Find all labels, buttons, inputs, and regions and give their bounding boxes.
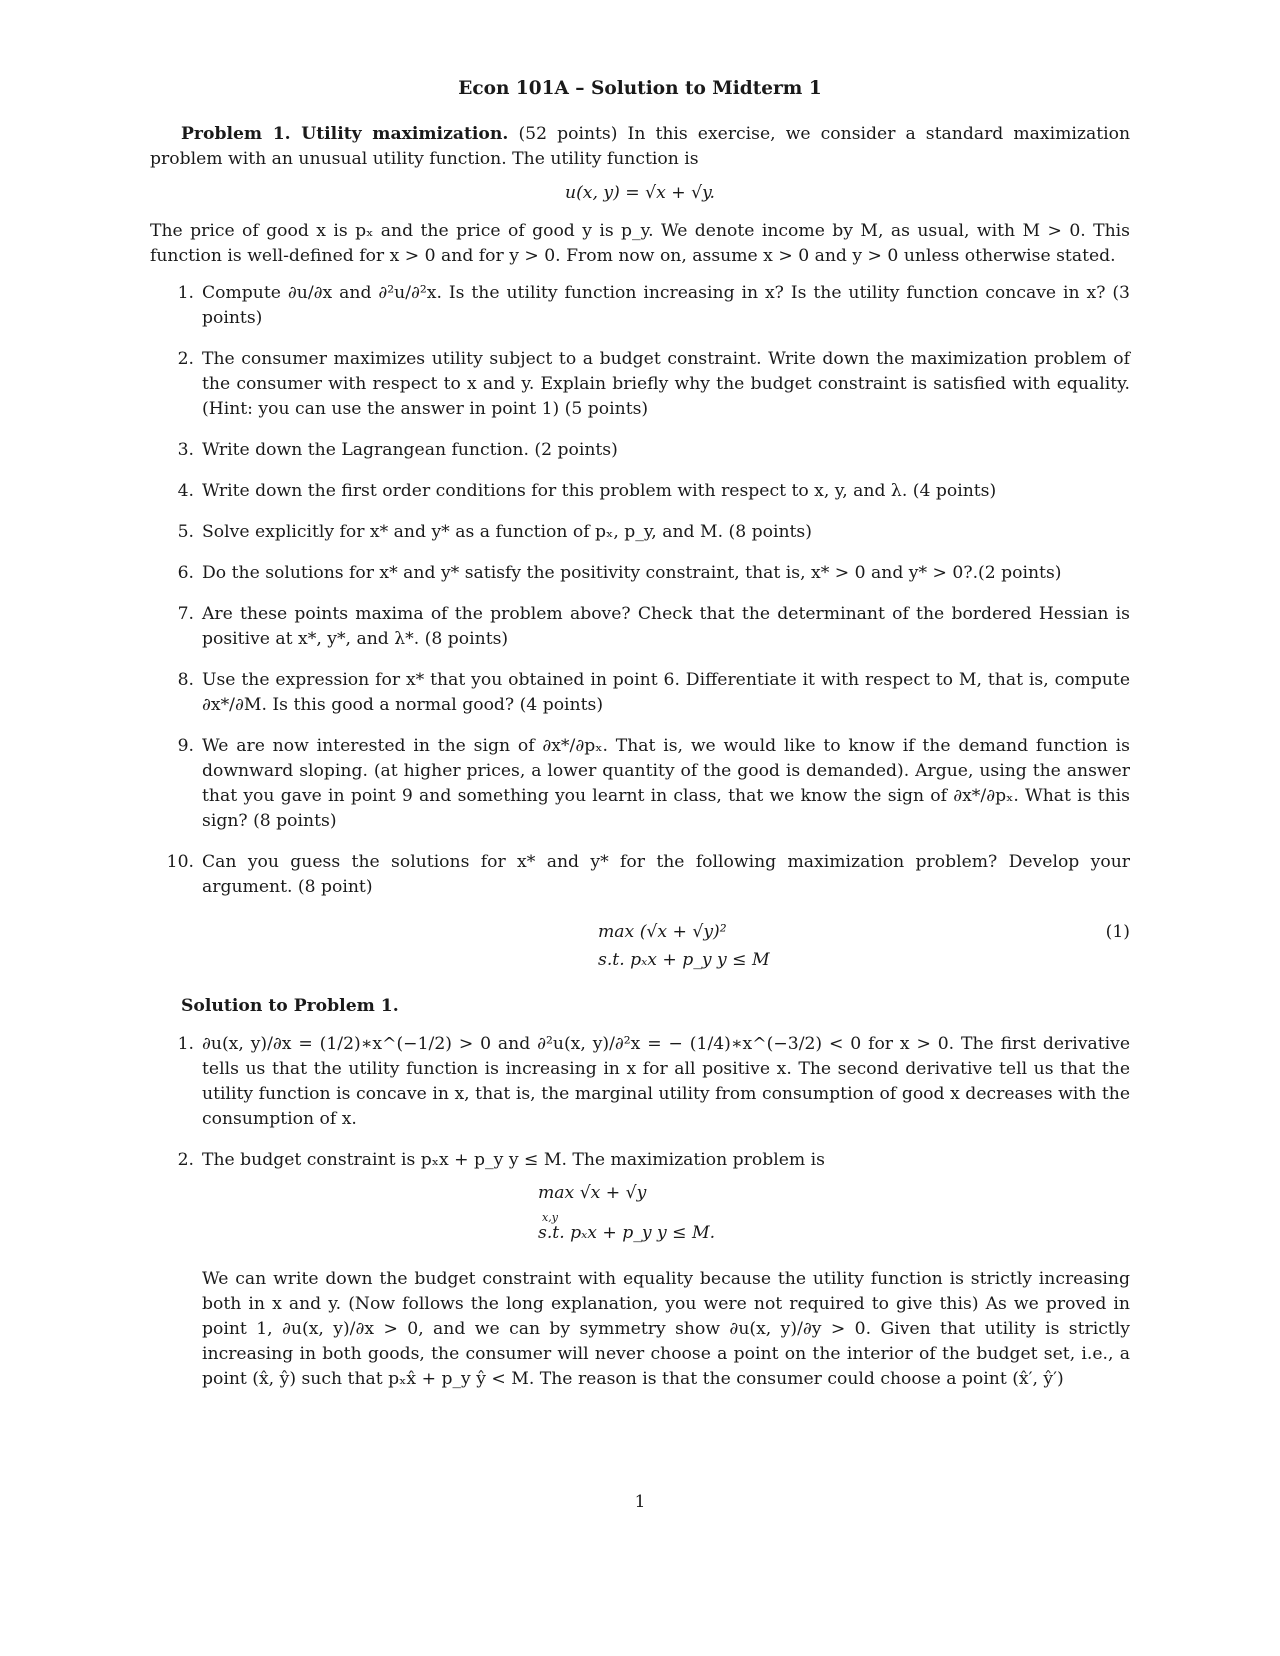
question-number: 6. [177,563,194,583]
maximization-display-1 [150,916,1130,978]
question-number: 8. [177,670,194,690]
display1-constraint: s.t. pₓx + p_y y ≤ M [598,950,770,970]
question-text: Can you guess the solutions for x* and y* for the following maximization problem? Develop your argument. (8 point) [202,852,1130,897]
display2-constraint: s.t. pₓx + p_y y ≤ M. [538,1223,716,1243]
utility-equation: u(x, y) = √x + √y. [565,183,715,203]
solution-text: The budget constraint is pₓx + p_y y ≤ M. The maximization problem is [202,1150,825,1170]
solution-item-2 [150,1148,1130,1173]
page-number: 1 [634,1492,646,1512]
question-text: Do the solutions for x* and y* satisfy the positivity constraint, that is, x* > 0 and y* > 0?.(2 points) [202,563,1062,583]
question-number: 4. [177,481,194,501]
question-number: 10. [166,852,194,872]
question-text: Write down the first order conditions for this problem with respect to x, y, and λ. (4 points) [202,481,997,501]
question-text: Use the expression for x* that you obtained in point 6. Differentiate it with respect to M, that is, compute ∂x*/∂M. Is this good a normal good? (4 points) [202,670,1130,715]
solution2-continuation: We can write down the budget constraint with equality because the utility function is strictly increasing both in x and y. (Now follows the long explanation, you were not required to give this) As we proved in point 1, ∂u(x, y)/∂x > 0, and we can by symmetry show ∂u(x, y)/∂y > 0. Given that utility is strictly increasing in both goods, the consumer will never choose a point on the interior of the budget set, i.e., a point (x̂, ŷ) such that pₓx̂ + p_y ŷ < M. The reason is that the consumer could choose a point (x̂′, ŷ′) [202,1269,1130,1389]
problem1-intro-text: (52 points) In this exercise, we consider a standard maximization problem with an unusual utility function. The utility function is [150,124,1131,169]
equation-number: (1) [1105,922,1130,942]
question-item-1 [150,281,1130,331]
question-text: Compute ∂u/∂x and ∂²u/∂²x. Is the utility function increasing in x? Is the utility function concave in x? (3 points) [202,283,1130,328]
problem1-setup: The price of good x is pₓ and the price of good y is p_y. We denote income by M, as usual, with M > 0. This function is well-defined for x > 0 and for y > 0. From now on, assume x > 0 and y > 0 unless otherwise stated. [150,221,1130,266]
question-item-9 [150,734,1130,834]
question-item-4 [150,479,1130,504]
maximization-display-2 [150,1181,1130,1253]
solution-number: 2. [177,1150,194,1170]
display1-objective: max (√x + √y)² [598,922,727,942]
solution-list [150,1032,1130,1173]
question-item-8 [150,668,1130,718]
question-number: 2. [177,349,194,369]
question-text: The consumer maximizes utility subject to a budget constraint. Write down the maximization problem of the consumer with respect to x and y. Explain briefly why the budget constraint is satisfied with equality. (Hint: you can use the answer in point 1) (5 points) [202,349,1130,419]
question-text: Solve explicitly for x* and y* as a function of pₓ, p_y, and M. (8 points) [202,522,812,542]
problem1-heading: Problem 1. Utility maximization. [181,124,509,144]
question-text: Write down the Lagrangean function. (2 points) [202,440,618,460]
question-text: We are now interested in the sign of ∂x*/∂pₓ. That is, we would like to know if the demand function is downward sloping. (at higher prices, a lower quantity of the good is demanded). Argue, using the answer that you gave in point 9 and something you learnt in class, that we know the sign of ∂x*/∂pₓ. What is this sign? (8 points) [202,736,1130,831]
question-number: 3. [177,440,194,460]
display2-subscript: x,y [542,1211,558,1224]
display2-objective [538,1181,646,1206]
document-page [150,76,1130,1392]
question-number: 9. [177,736,194,756]
question-number: 5. [177,522,194,542]
question-item-2 [150,347,1130,422]
document-title: Econ 101A – Solution to Midterm 1 [458,78,822,99]
problem1-intro [150,122,1130,172]
question-item-10 [150,850,1130,900]
question-item-5 [150,520,1130,545]
question-item-6 [150,561,1130,586]
solution-text: ∂u(x, y)/∂x = (1/2)∗x^(−1/2) > 0 and ∂²u(x, y)/∂²x = − (1/4)∗x^(−3/2) < 0 for x > 0. The first derivative tells us that the utility function is increasing in x for all positive x. The second derivative tell us that the utility function is concave in x, that is, the marginal utility from consumption of good x decreases with the consumption of x. [202,1034,1130,1129]
solution-heading: Solution to Problem 1. [181,996,399,1016]
question-text: Are these points maxima of the problem above? Check that the determinant of the bordered Hessian is positive at x*, y*, and λ*. (8 points) [202,604,1130,649]
question-number: 7. [177,604,194,624]
question-number: 1. [177,283,194,303]
question-list [150,281,1130,900]
question-item-7 [150,602,1130,652]
question-item-3 [150,438,1130,463]
solution-item-1 [150,1032,1130,1132]
solution-number: 1. [177,1034,194,1054]
display2-objective-text: max √x + √y [538,1183,647,1203]
